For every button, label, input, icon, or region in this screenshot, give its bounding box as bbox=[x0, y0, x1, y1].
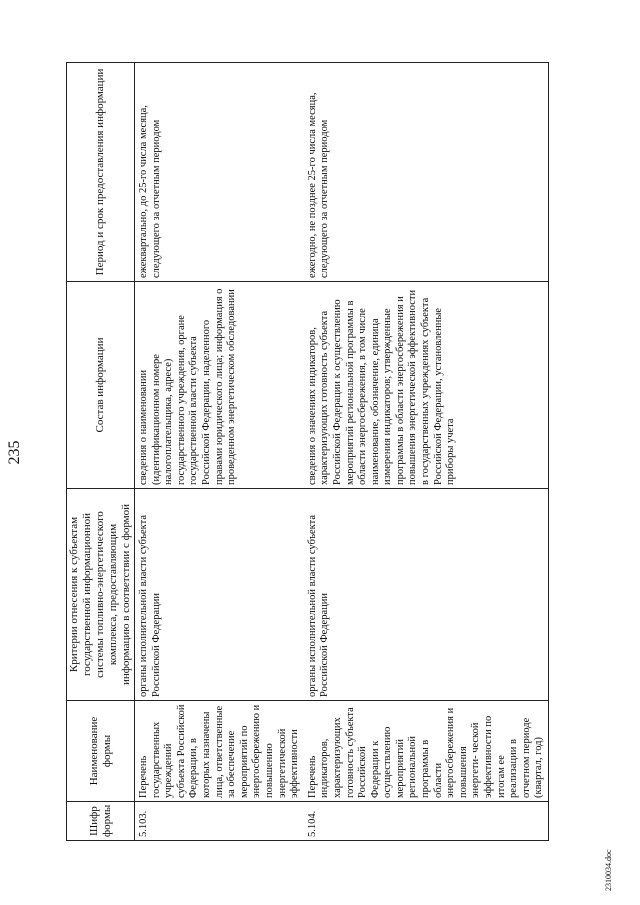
table-row bbox=[135, 63, 304, 841]
document-code: 2310034.doc bbox=[604, 849, 613, 891]
header-period: Период и срок предоставления информации bbox=[67, 63, 135, 282]
row-criteria: органы исполнительной власти субъекта Российской Федерации bbox=[304, 489, 549, 701]
header-criteria: Критерии отнесения к субъектам государственной информационной системы топливно-энергетического комплекса, предоставляющим информацию в соответствии с формой bbox=[67, 489, 135, 701]
page-number: 235 bbox=[6, 440, 23, 465]
row-content: сведения о значениях индикаторов, характеризующих готовность субъекта Российской Федерации к осуществлению мероприятий региональной программы в области энергосбережения, в том числе наименование, обозначение, единица измерения индикаторов; утвержденные программы в области энергосбережения и повышения энергетической эффективности в государственных учреждениях субъекта Российской Федерации, установленные приборы учета bbox=[304, 282, 549, 489]
row-code: 5.104. bbox=[304, 802, 549, 841]
row-code: 5.103. bbox=[135, 802, 304, 841]
row-name: Перечень индикаторов, характеризующих готовность субъекта Российской Федерации к осуществлению мероприятий региональной программы в области энергосбережения и повышения энергети- ческой эффективности по итогам ее реализации в отчетном периоде (квартал, год) bbox=[304, 701, 549, 802]
header-name: Наименование формы bbox=[67, 701, 135, 802]
header-code: Шифр формы bbox=[67, 802, 135, 841]
forms-table bbox=[66, 62, 549, 841]
row-criteria: органы исполнительной власти субъекта Российской Федерации bbox=[135, 489, 304, 701]
table-header-row bbox=[67, 63, 135, 841]
header-content: Состав информации bbox=[67, 282, 135, 489]
row-name: Перечень государственных учреждений субъекта Российской Федерации, в которых назначены лица, ответственные за обеспечение мероприятий по энергосбережению и повышению энергетической эффективности bbox=[135, 701, 304, 802]
row-content: сведения о наименовании (идентификационном номере налогоплательщика, адресе) государственного учреждения, органе государственной власти субъекта Российской Федерации, наделенного правами юридического лица; информация о проведенном энергетическом обследовании bbox=[135, 282, 304, 489]
row-period: ежегодно, не позднее 25-го числа месяца, следующего за отчетным периодом bbox=[304, 63, 549, 282]
row-period: ежеквартально, до 25-го числа месяца, следующего за отчетным периодом bbox=[135, 63, 304, 282]
table-row bbox=[304, 63, 549, 841]
